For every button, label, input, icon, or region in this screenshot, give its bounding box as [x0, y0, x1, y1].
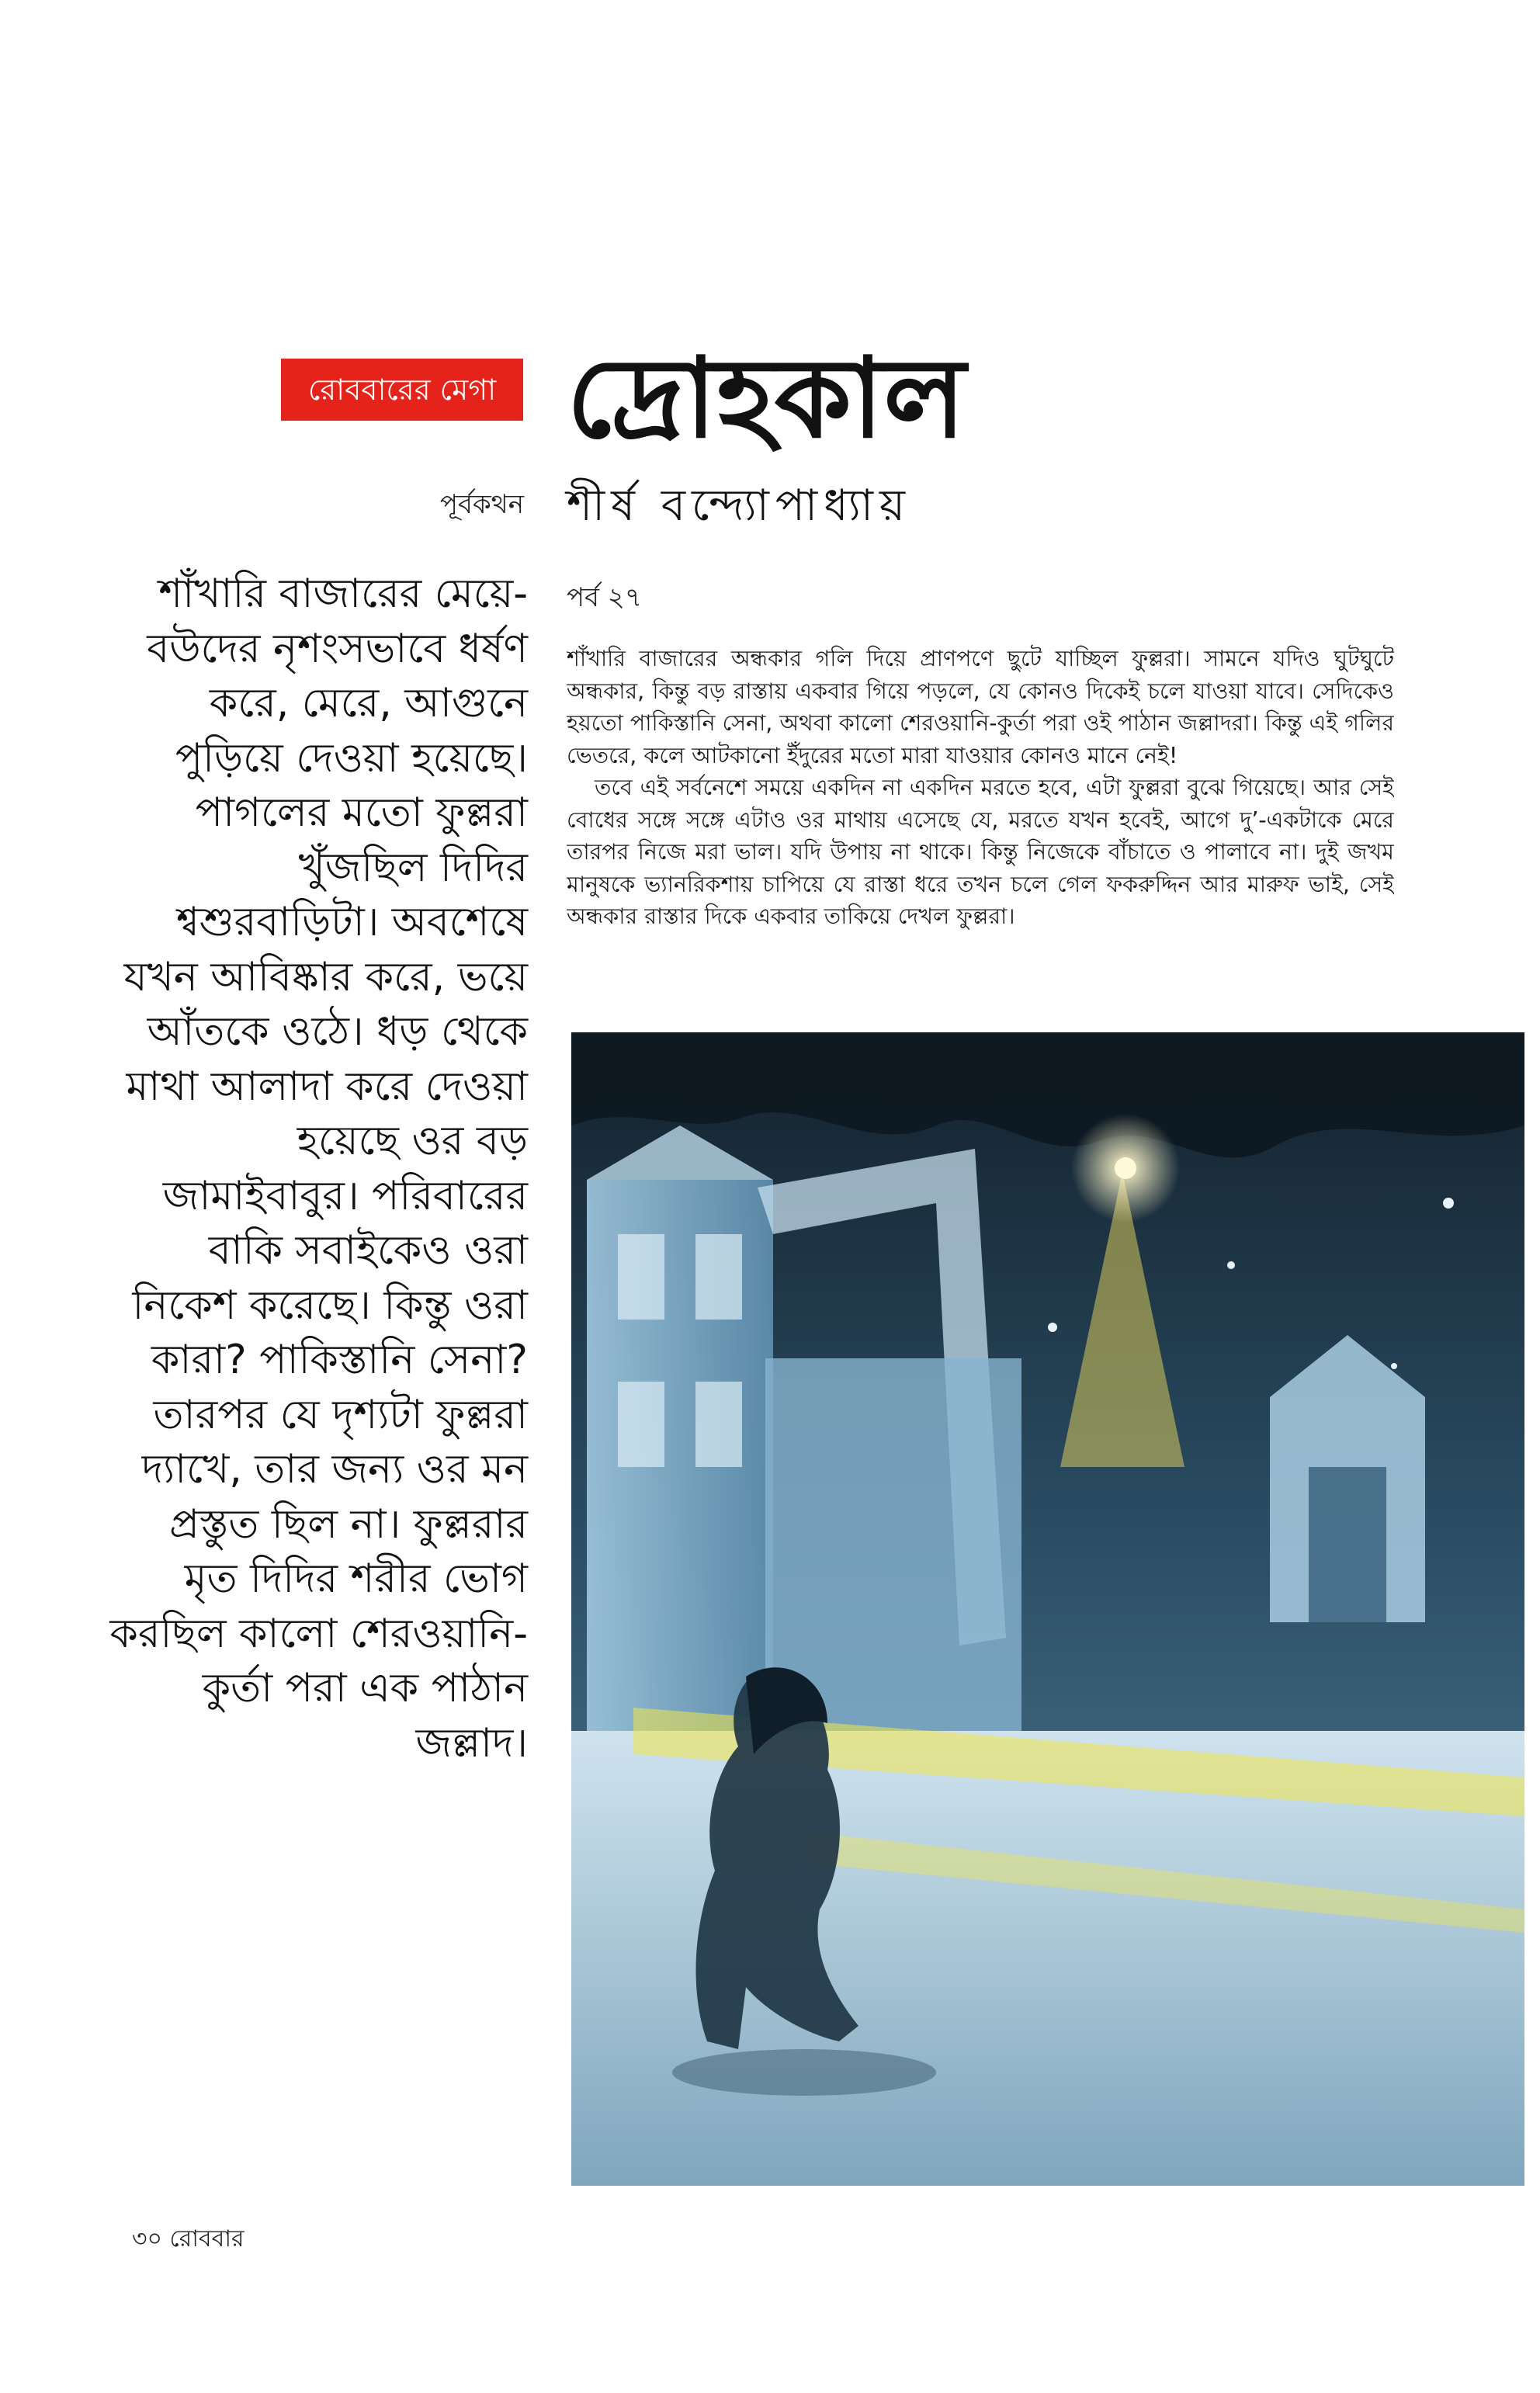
window	[618, 1234, 664, 1320]
author-name: শীর্ষ বন্দ্যোপাধ্যায়	[567, 480, 912, 531]
article-paragraph: তবে এই সর্বনেশে সময়ে একদিন না একদিন মরতে হবে, এটা ফুল্লরা বুঝে গিয়েছে। আর সেই বোধের সঙ্গে সঙ্গে এটাও ওর মাথায় এসেছে যে, মরতে যখন হবেই, আগে দু’-একটাকে মেরে তারপর নিজে মরা ভাল। যদি উপায় না থাকে। কিন্তু নিজেকে বাঁচাতে ও পালাবে না। দুই জখম মানুষকে ভ্যানরিকশায় চাপিয়ে যে রাস্তা ধরে তখন চলে গেল ফকরুদ্দিন আর মারুফ ভাই, সেই অন্ধকার রাস্তার দিকে একবার তাকিয়ে দেখল ফুল্লরা।	[567, 775, 1394, 929]
star	[1227, 1261, 1235, 1269]
article-paragraph: শাঁখারি বাজারের অন্ধকার গলি দিয়ে প্রাণপণে ছুটে যাচ্ছিল ফুল্লরা। সামনে যদিও ঘুটঘুটে অন্ধকার, কিন্তু বড় রাস্তায় একবার গিয়ে পড়লে, যে কোনও দিকেই চলে যাওয়া যাবে। সেদিকেও হয়তো পাকিস্তানি সেনা, অথবা কালো শেরওয়ানি-কুর্তা পরা ওই পাঠান জল্লাদরা। কিন্তু এই গলির ভেতরে, কলে আটকানো ইঁদুরের মতো মারা যাওয়ার কোনও মানে নেই!	[567, 646, 1394, 768]
page-footer: ৩০ রোববার	[132, 2225, 245, 2253]
article-body	[567, 643, 1394, 1000]
star	[1391, 1363, 1397, 1369]
star	[1443, 1198, 1454, 1209]
right-building-door	[1309, 1467, 1386, 1622]
street-lamp	[1115, 1157, 1136, 1179]
episode-label: পর্ব ২৭	[567, 582, 643, 613]
window	[695, 1234, 742, 1320]
prelude-label: পূর্বকথন	[439, 489, 524, 520]
window	[618, 1382, 664, 1467]
summary-text: শাঁখারি বাজারের মেয়ে-বউদের নৃশংসভাবে ধর্ষণ করে, মেরে, আগুনে পুড়িয়ে দেওয়া হয়েছে। পাগলের মতো ফুল্লরা খুঁজছিল দিদির শ্বশুরবাড়িটা। অবশেষে যখন আবিষ্কার করে, ভয়ে আঁতকে ওঠে। ধড় থেকে মাথা আলাদা করে দেওয়া হয়েছে ওর বড় জামাইবাবুর। পরিবারের বাকি সবাইকেও ওরা নিকেশ করেছে। কিন্তু ওরা কারা? পাকিস্তানি সেনা? তারপর যে দৃশ্যটা ফুল্লরা দ্যাখে, তার জন্য ওর মন প্রস্তুত ছিল না। ফুল্লরার মৃত দিদির শরীর ভোগ করছিল কালো শেরওয়ানি-কুর্তা পরা এক পাঠান জল্লাদ।	[109, 571, 528, 1767]
star	[1048, 1323, 1057, 1332]
woman-shadow	[672, 2049, 936, 2096]
summary-column	[109, 567, 528, 2080]
story-illustration	[571, 1032, 1524, 2186]
story-title: দ্রোহকাল	[567, 334, 966, 463]
series-badge: রোববারের মেগা	[281, 359, 523, 421]
night-street-painting	[571, 1032, 1524, 2186]
window	[695, 1382, 742, 1467]
